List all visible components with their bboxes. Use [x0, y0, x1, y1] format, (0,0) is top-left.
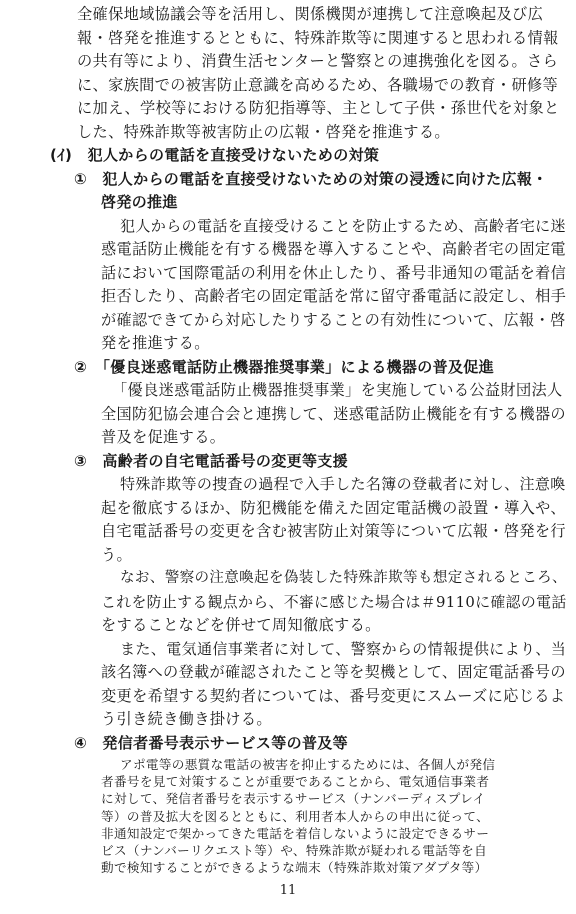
body-line: 「優良迷惑電話防止機器推奨事業」を実施している公益財団法人: [112, 381, 563, 399]
body-line: 話において国際電話の利用を休止したり、番号非通知の電話を着信: [101, 264, 567, 282]
body-line: これを防止する観点から、不審に感じた場合は＃9110に確認の電話: [101, 593, 567, 611]
body-line: 等）の普及拡大を図るとともに、利用者本人からの申出に従って、: [101, 808, 490, 824]
body-line: をすることなどを併せて周知徹底する。: [101, 616, 381, 634]
body-line: 拒否したり、高齢者宅の固定電話を常に留守番電話に設定し、相手: [101, 287, 567, 305]
item-heading: ③ 高齢者の自宅電話番号の変更等支援: [74, 452, 349, 470]
body-line: 報・啓発を推進するとともに、特殊詐欺等に関連すると思われる情報: [77, 29, 559, 47]
body-line: 特殊詐欺等の捜査の過程で入手した名簿の登載者に対し、注意喚: [120, 475, 566, 493]
body-line: 者番号を見て対策することが重要であることから、電気通信事業者: [101, 774, 490, 790]
body-line: また、電気通信事業者に対して、警察からの情報提供により、当: [120, 640, 567, 658]
body-line: 全国防犯協会連合会と連携して、迷惑電話防止機能を有する機器の: [101, 405, 566, 423]
body-line: う。: [101, 546, 133, 564]
body-line: 該名簿への登載が確認されたこと等を契機として、固定電話番号の: [101, 663, 566, 681]
item-heading: ④ 発信者番号表示サービス等の普及等: [74, 734, 349, 752]
body-line: に対して、発信者番号を表示するサービス（ナンバーディスプレイ: [101, 791, 486, 807]
body-line: なお、警察の注意喚起を偽装した特殊詐欺等も想定されるところ、: [120, 569, 567, 586]
body-line: 発を推進する。: [101, 334, 210, 352]
body-line: に加え、学校等における防犯指導等、主として子供・孫世代を対象と: [77, 99, 560, 117]
item-heading: ② 「優良迷惑電話防止機器推奨事業」による機器の普及促進: [74, 358, 495, 376]
body-line: 犯人からの電話を直接受けることを防止するため、高齢者宅に迷: [120, 217, 566, 235]
body-line: が確認できてから対応したりすることの有効性について、広報・啓: [101, 311, 566, 329]
body-line: 惑電話防止機能を有する機器を導入することや、高齢者宅の固定電: [101, 240, 566, 258]
item-heading: ① 犯人からの電話を直接受けないための対策の浸透に向けた広報・: [74, 170, 548, 188]
section-heading: (ｲ) 犯人からの電話を直接受けないための対策: [50, 146, 380, 164]
body-line: 起を徹底するほか、防犯機能を備えた固定電話機の設置・導入や、: [101, 499, 566, 517]
body-line: 非通知設定で架かってきた電話を着信しないように設定できるサー: [101, 825, 490, 841]
body-line: う引き続き働き掛ける。: [101, 710, 272, 728]
page-number: 11: [279, 883, 297, 898]
body-line: に、家族間での被害防止意識を高めるため、各職場での教育・研修等: [77, 76, 559, 94]
body-line: 自宅電話番号の変更を含む被害防止対策等について広報・啓発を行: [101, 522, 566, 540]
body-line: 変更を希望する契約者については、番号変更にスムーズに応じるよ: [101, 687, 566, 705]
item-heading: 啓発の推進: [101, 193, 178, 211]
body-line: した、特殊詐欺等被害防止の広報・啓発を推進する。: [77, 123, 450, 141]
body-line: 全確保地域協議会等を活用し、関係機関が連携して注意喚起及び広: [77, 5, 544, 23]
body-line: の共有等により、消費生活センターと警察との連携強化を図る。さら: [77, 52, 559, 70]
body-line: 動で検知することができるような端末（特殊詐欺対策アダプタ等）: [101, 860, 488, 875]
body-line: アポ電等の悪質な電話の被害を抑止するためには、各個人が発信: [120, 757, 496, 772]
body-line: ビス（ナンバーリクエスト等）や、特殊詐欺が疑われる電話等を自: [101, 842, 488, 858]
body-line: 普及を促進する。: [101, 428, 226, 446]
